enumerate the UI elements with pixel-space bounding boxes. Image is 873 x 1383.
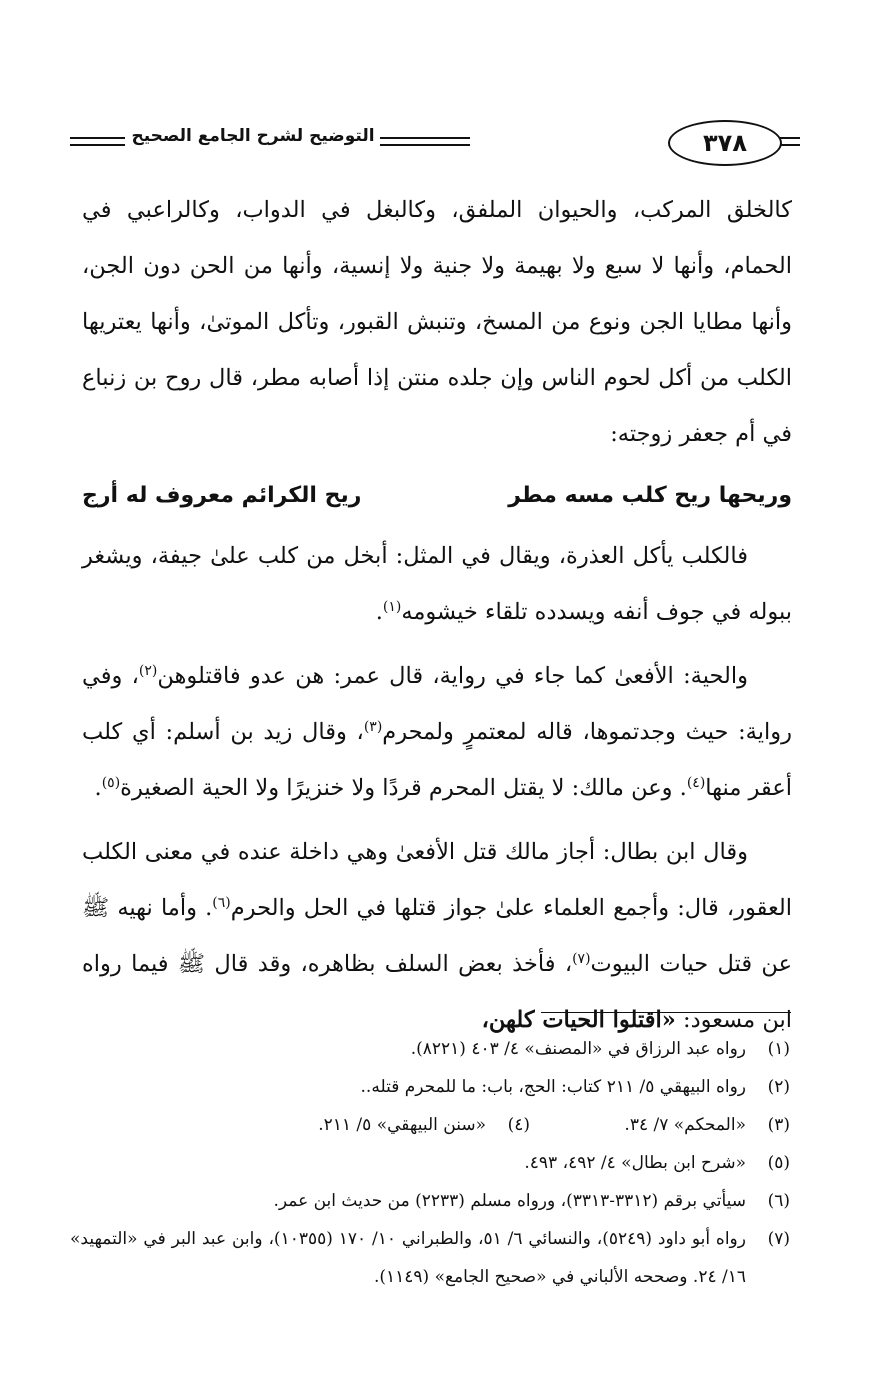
verse-second-hemistich: ريح الكرائم معروف له أرج bbox=[82, 483, 362, 508]
paragraph-1: كالخلق المركب، والحيوان الملفق، وكالبغل في الدواب، وكالراعبي في الحمام، وأنها لا سبع ولا بهيمة ولا جنية ولا إنسية، وأنها من الحن دون الجن، وأنها مطايا الجن ونوع من المسخ، وتنبش القبور، وتأكل الموتىٰ، وأنها يعتريها الكلب من أكل لحوم الناس وإن جلده منتن إذا أصابه مطر، قال روح بن زنباع في أم جعفر زوجته: bbox=[82, 197, 792, 447]
footnote-text: سيأتي برقم (٣٣١٢-٣٣١٣)، ورواه مسلم (٢٢٣٣) من حديث ابن عمر. bbox=[273, 1191, 746, 1211]
paragraph-4-text-a: وقال ابن بطال: أجاز مالك قتل الأفعىٰ وهي داخلة عنده في معنى الكلب العقور، قال: وأجمع العلماء علىٰ جواز قتلها في الحل والحرم bbox=[82, 839, 792, 921]
verse-first-hemistich: وريحها ريح كلب مسه مطر bbox=[508, 483, 792, 508]
paragraph-3-text-c: ، وقال زيد بن أسلم: أي كلب أعقر منها bbox=[82, 719, 792, 801]
footnote-text: «شرح ابن بطال» ٤/ ٤٩٢، ٤٩٣. bbox=[524, 1153, 746, 1173]
footnotes bbox=[70, 1030, 790, 1296]
footnote-4 bbox=[270, 1106, 530, 1144]
footnote-number: (٣) bbox=[767, 1115, 790, 1135]
paragraph-4-text-b: . وأما نهيه ﷺ عن قتل حيات البيوت bbox=[82, 895, 792, 977]
footnote-ref-1[interactable]: (١) bbox=[382, 599, 402, 615]
footnote-3-4-row bbox=[70, 1106, 790, 1144]
poetry-verse bbox=[82, 464, 792, 528]
footnote-text: «المحكم» ٧/ ٣٤. bbox=[624, 1115, 746, 1135]
footnote-2 bbox=[70, 1068, 790, 1106]
paragraph-4-text-c: ، فأخذ بعض السلف بظاهره، وقد قال ﷺ فيما رواه ابن مسعود: bbox=[82, 951, 792, 1033]
footnote-number: (٦) bbox=[767, 1191, 790, 1211]
paragraph-3 bbox=[82, 648, 792, 816]
header-rule-left bbox=[70, 137, 125, 146]
footnote-text: «سنن البيهقي» ٥/ ٢١١. bbox=[318, 1115, 486, 1135]
page-header bbox=[70, 120, 800, 164]
footnote-6 bbox=[70, 1182, 790, 1220]
body-text bbox=[82, 182, 792, 1048]
paragraph-3-text-d: . وعن مالك: لا يقتل المحرم قردًا ولا خنزيرًا ولا الحية الصغيرة bbox=[120, 775, 687, 801]
paragraph-4 bbox=[82, 824, 792, 1048]
running-title: التوضيح لشرح الجامع الصحيح bbox=[131, 126, 375, 146]
footnote-number: (١) bbox=[767, 1039, 790, 1059]
footnote-5 bbox=[70, 1144, 790, 1182]
footnote-3 bbox=[530, 1106, 790, 1144]
footnote-separator bbox=[541, 1012, 791, 1013]
footnote-ref-2[interactable]: (٢) bbox=[138, 663, 158, 679]
footnote-number: (٥) bbox=[767, 1153, 790, 1173]
footnote-7 bbox=[70, 1220, 790, 1296]
footnote-ref-5[interactable]: (٥) bbox=[101, 775, 121, 791]
paragraph-2-text: فالكلب يأكل العذرة، ويقال في المثل: أبخل من كلب علىٰ جيفة، ويشغر ببوله في جوف أنفه ويسدده تلقاء خيشومه bbox=[82, 543, 792, 625]
footnote-number: (٤) bbox=[507, 1115, 530, 1135]
page-number: ٣٧٨ bbox=[668, 120, 782, 166]
footnote-text: رواه أبو داود (٥٢٤٩)، والنسائي ٦/ ٥١، والطبراني ١٠/ ١٧٠ (١٠٣٥٥)، وابن عبد البر في «التمهيد» ١٦/ ٢٤. وصححه الألباني في «صحيح الجامع» (١١٤٩). bbox=[70, 1229, 746, 1287]
paragraph-3-text-a: والحية: الأفعىٰ كما جاء في رواية، قال عمر: هن عدو فاقتلوهن bbox=[157, 663, 748, 689]
footnote-ref-3[interactable]: (٣) bbox=[363, 719, 383, 735]
footnote-number: (٧) bbox=[767, 1229, 790, 1249]
hadith-quote: «اقتلوا الحيات كلهن، bbox=[481, 1007, 676, 1033]
footnote-1 bbox=[70, 1030, 790, 1068]
paragraph-2 bbox=[82, 528, 792, 640]
header-rule-middle bbox=[380, 137, 470, 146]
paragraph-3-text-e: . bbox=[94, 775, 102, 801]
footnote-ref-7[interactable]: (٧) bbox=[572, 951, 591, 967]
footnote-ref-4[interactable]: (٤) bbox=[686, 775, 706, 791]
paragraph-3-text-b: ، وفي رواية: حيث وجدتموها، قاله لمعتمرٍ ولمحرم bbox=[82, 663, 792, 745]
paragraph-2-end: . bbox=[375, 599, 383, 625]
footnote-text: رواه البيهقي ٥/ ٢١١ كتاب: الحج، باب: ما للمحرم قتله.. bbox=[360, 1077, 746, 1097]
footnote-number: (٢) bbox=[767, 1077, 790, 1097]
footnote-text: رواه عبد الرزاق في «المصنف» ٤/ ٤٠٣ (٨٢٢١). bbox=[410, 1039, 746, 1059]
footnote-ref-6[interactable]: (٦) bbox=[212, 895, 231, 911]
